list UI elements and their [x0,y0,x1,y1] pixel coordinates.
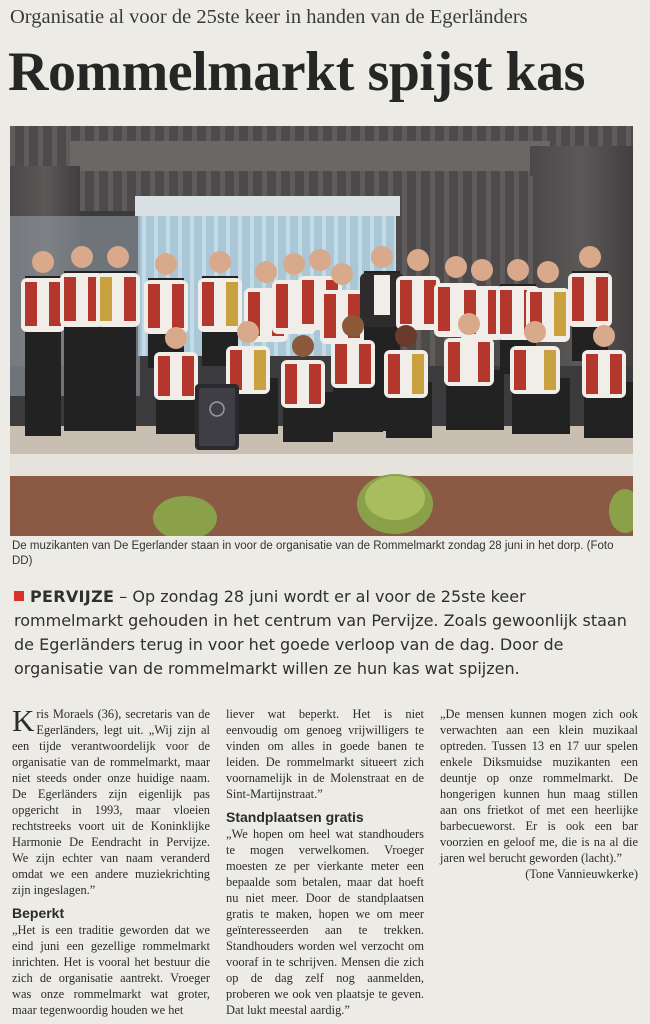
lead-place: PERVIJZE [30,587,115,606]
subhead-standplaatsen: Standplaatsen gratis [226,809,364,825]
body-paragraph-3: „We hopen om heel wat standhouders te mogen verwelkomen. Vroeger moesten ze per vierkante meter een bepaalde som betalen, maar dat hoeft nu niet meer. Door de standplaatsen gratis te maken, hopen we om meer geïnteresseerden aan te trekken. Standhouders worden wel verzocht om vooraf in te schrijven. Mensen die zich op de dag zelf nog aanmelden, proberen we ook ven plaatsje te geven. Dat lukt meestal aardig.” [226,827,424,1017]
band-photo-illustration [10,126,633,536]
accent-square-icon [14,591,24,601]
lead-text: – Op zondag 28 juni wordt er al voor de 25ste keer rommelmarkt gehouden in het centrum van Pervijze. Zoals gewoonlijk staan de Egerländers terug in voor het goede verloop van de dag. Door de organisatie van de rommelmarkt willen ze hun kas wat spijzen. [14,587,627,678]
article-lead [14,585,639,681]
speaker-box [195,384,239,450]
body-column-3 [440,706,638,882]
body-paragraph-2-continued: liever wat beperkt. Het is niet eenvoudig om genoeg vrijwilligers te vinden om alles in goede banen te leiden. De rommelmarkt situeert zich voornamelijk in de Molenstraat en de Sint-Martijnstraat.” [226,707,424,801]
photo-caption: De muzikanten van De Egerlander staan in voor de organisatie van de Rommelmarkt zondag 28 juni in het dorp. (Foto DD) [12,540,614,567]
body-paragraph-1 [12,703,210,898]
subhead-beperkt: Beperkt [12,905,65,921]
body-column-2 [226,706,424,1018]
band-photo [10,126,633,536]
body-paragraph-2: „Het is een traditie geworden dat we eind juni een gezellige rommelmarkt inrichten. Het is vooral het bestuur die zich de organisatie aantrekt. Vroeger was onze rommelmarkt wat groter, maar tegenwoordig houden we het [12,923,210,1017]
body-paragraph-4: „De mensen kunnen mogen zich ook verwachten aan een klein muzikaal optreden. Tussen 13 en 17 uur spelen enkele Diksmuidse muzikanten een deuntje op onze rommelmarkt. De hongerigen kunnen hun maag stillen aan ons frietkot of met een heerlijke barbecueworst. Er is ook een bar voorzien en geloof me, die is na al die jaren wel berucht geworden (lacht).” [440,707,638,865]
drop-cap: K [12,703,35,738]
article-headline: Rommelmarkt spijst kas [8,41,585,103]
article-kicker: Organisatie al voor de 25ste keer in handen van de Egerländers [10,6,528,28]
article-body [12,703,638,1024]
author-signature: (Tone Vannieuwkerke) [525,867,638,881]
body-column-1 [12,703,210,1018]
paragraph-1-text: ris Moraels (36), secretaris van de Egerländers, legt uit. „Wij zijn al een tijde verantwoordelijk voor de organisatie van de rommelmarkt, maar niet steeds onder onze huidige naam. De Egerländers zijn eigenlijk pas opgericht in 1993, maar vloeien rechtstreeks voort uit de Koninklijke Harmonie De Eendracht in Pervijze. We zijn echter van naam veranderd omdat we een andere muziekrichting zijn ingeslagen.” [12,707,210,897]
